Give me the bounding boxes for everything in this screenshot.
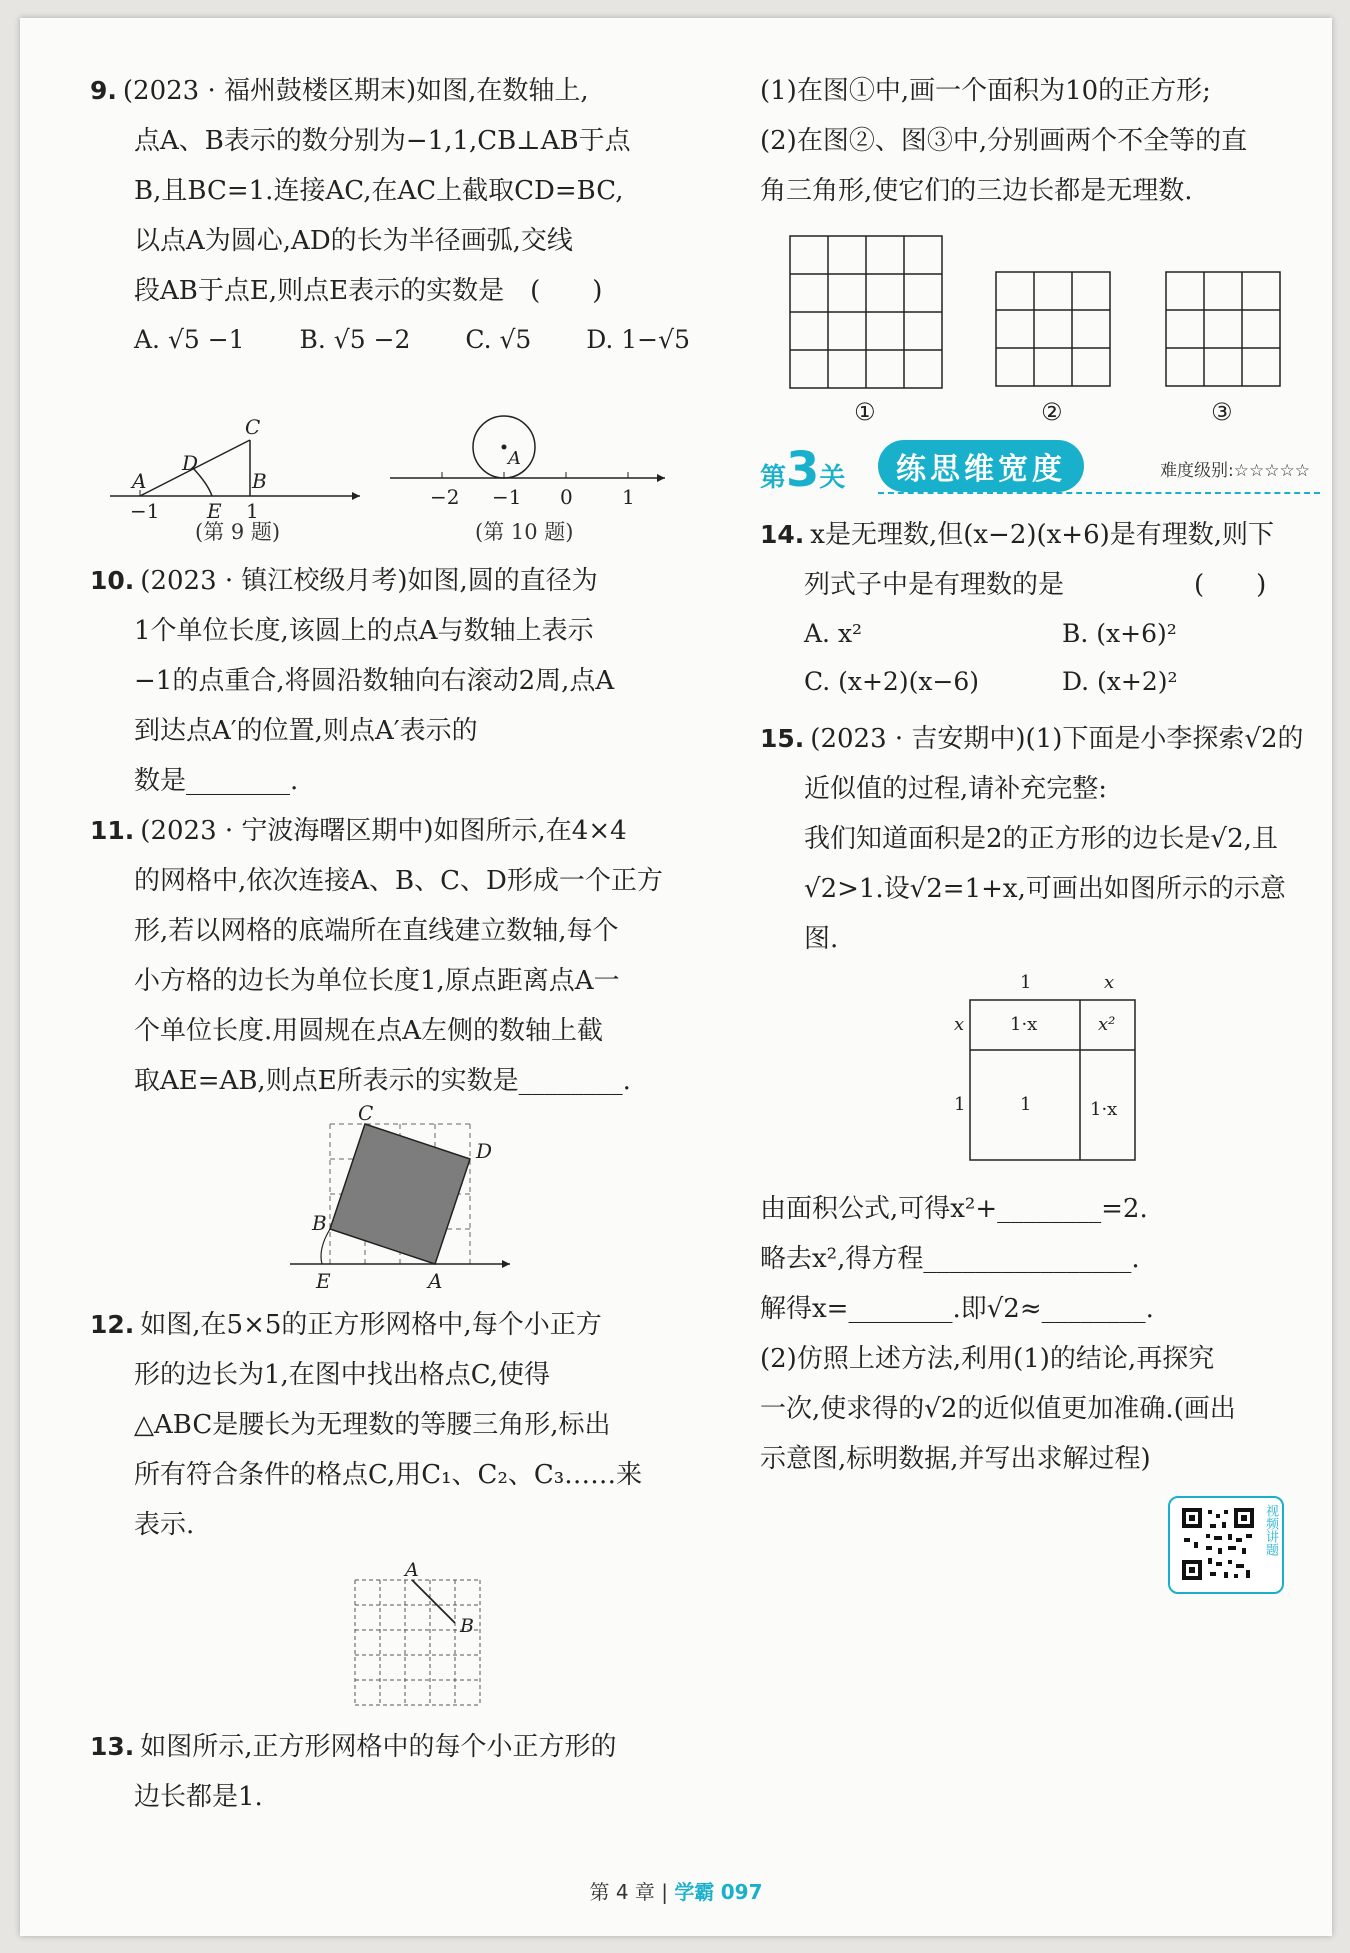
question-text-line: 表示. [134, 1510, 195, 1540]
question-13-continued [760, 66, 1320, 216]
option-b[interactable]: B. (x+6)² [1062, 619, 1177, 648]
option-d[interactable]: D. (x+2)² [1062, 667, 1178, 696]
label-a-point: A [508, 448, 521, 469]
answer-blank-line[interactable]: 取AE=AB,则点E所表示的实数是________. [134, 1066, 631, 1096]
question-text-line: −1的点重合,将圆沿数轴向右滚动2周,点A [134, 666, 615, 696]
cell-1x-top: 1·x [1010, 1014, 1038, 1035]
question-text-line: 边长都是1. [134, 1782, 263, 1812]
question-10 [90, 556, 690, 806]
question-text-line: (2023 · 宁波海曙区期中)如图所示,在4×4 [140, 816, 627, 846]
right-column [760, 66, 1320, 1484]
question-13 [90, 1722, 690, 1822]
question-number: 15. [760, 724, 805, 753]
fill-line-1[interactable]: 由面积公式,可得x²+________=2. [760, 1194, 1148, 1224]
level-banner [760, 436, 1320, 496]
video-qr-code[interactable] [1168, 1496, 1284, 1594]
label-b: B [460, 1615, 474, 1637]
question-9 [90, 66, 690, 364]
grid-3 [1166, 272, 1280, 386]
question-text-line: △ABC是腰长为无理数的等腰三角形,标出 [134, 1410, 611, 1440]
difficulty-rating: 难度级别:☆☆☆☆☆ [1160, 461, 1310, 481]
question-number: 14. [760, 520, 805, 549]
cell-x2: x² [1098, 1014, 1116, 1035]
level-title: 练思维宽度 [878, 440, 1084, 492]
question-text-line: (2023 · 福州鼓楼区期末)如图,在数轴上, [122, 76, 589, 106]
label-e: E [316, 1269, 331, 1293]
sub-question-2-cont: 示意图,标明数据,并写出求解过程) [760, 1444, 1151, 1474]
figures-9-10 [90, 384, 690, 544]
sub-question-1: (1)在图①中,画一个面积为10的正方形; [760, 76, 1211, 106]
footer-brand: 学霸 [674, 1880, 715, 1904]
grid-label-1: ① [854, 398, 876, 426]
workbook-page [20, 18, 1332, 1936]
question-number: 9. [90, 76, 117, 105]
question-15-continued [760, 1184, 1320, 1484]
tick-label-minus1: −1 [130, 499, 160, 523]
question-text-line: (2023 · 吉安期中)(1)下面是小李探索√2的 [810, 724, 1304, 754]
question-text-line: 个单位长度.用圆规在点A左侧的数轴上截 [134, 1016, 604, 1046]
question-text-line: 点A、B表示的数分别为−1,1,CB⊥AB于点 [134, 126, 631, 156]
banner-divider [878, 492, 1320, 494]
option-d[interactable]: D. 1−√5 [586, 325, 690, 354]
dim-top-x: x [1104, 972, 1115, 993]
sub-question-2-cont: 角三角形,使它们的三边长都是无理数. [760, 176, 1193, 206]
question-number: 13. [90, 1732, 135, 1761]
dim-left-x: x [954, 1014, 965, 1035]
tick-label-minus1: −1 [492, 485, 522, 509]
question-text-line: 如图所示,正方形网格中的每个小正方形的 [140, 1732, 617, 1762]
option-b[interactable]: B. √5 −2 [299, 325, 411, 354]
fill-line-3[interactable]: 解得x=________.即√2≈________. [760, 1294, 1154, 1324]
question-text-line: x是无理数,但(x−2)(x+6)是有理数,则下 [810, 520, 1275, 550]
dim-top-1: 1 [1020, 972, 1032, 993]
label-c: C [358, 1101, 374, 1125]
question-11 [90, 806, 690, 1106]
figure-15-area-diagram [760, 970, 1320, 1170]
figure-9-number-line [110, 415, 360, 523]
figure-10-number-line [390, 416, 665, 509]
label-a: A [132, 469, 147, 493]
figure-11-grid-square [90, 1101, 690, 1294]
footer-chapter: 第 4 章 [589, 1880, 655, 1904]
page-footer [20, 1876, 1332, 1905]
level-number: 3 [786, 442, 820, 498]
figure-13-grids [760, 226, 1320, 426]
question-text-line: 所有符合条件的格点C,用C₁、C₂、C₃……来 [134, 1460, 643, 1490]
question-15 [760, 714, 1320, 964]
label-d: D [476, 1139, 493, 1163]
label-c: C [245, 415, 261, 439]
tick-label-minus2: −2 [430, 485, 460, 509]
grid-label-2: ② [1041, 398, 1063, 426]
question-12 [90, 1300, 690, 1550]
question-text-line: 段AB于点E,则点E表示的实数是 ( ) [134, 276, 603, 306]
page-number: 097 [720, 1880, 763, 1904]
left-column [90, 66, 690, 1822]
label-b: B [252, 469, 267, 493]
caption-fig9: (第 9 题) [195, 520, 281, 544]
option-a[interactable]: A. √5 −1 [134, 325, 245, 354]
tick-label-1: 1 [622, 485, 635, 509]
question-number: 10. [90, 566, 135, 595]
figure-12-grid [90, 1560, 690, 1710]
question-number: 11. [90, 816, 135, 845]
question-text-line: (2023 · 镇江校级月考)如图,圆的直径为 [140, 566, 598, 596]
grid-label-3: ③ [1211, 398, 1233, 426]
answer-options [760, 610, 1320, 706]
question-number: 12. [90, 1310, 135, 1339]
label-a: A [428, 1269, 443, 1293]
question-text-line: 我们知道面积是2的正方形的边长是√2,且 [804, 824, 1278, 854]
question-text-line: 小方格的边长为单位长度1,原点距离点A一 [134, 966, 620, 996]
fill-line-2[interactable]: 略去x²,得方程________________. [760, 1244, 1140, 1274]
option-c[interactable]: C. √5 [465, 325, 532, 354]
label-e: E [207, 499, 222, 523]
tick-label-1: 1 [246, 499, 259, 523]
option-c[interactable]: C. (x+2)(x−6) [804, 667, 980, 696]
cell-1: 1 [1020, 1094, 1032, 1115]
cell-1x-right: 1·x [1090, 1099, 1118, 1120]
question-text-line: √2>1.设√2=1+x,可画出如图所示的示意图. [804, 874, 1286, 954]
question-text-line: 形,若以网格的底端所在直线建立数轴,每个 [134, 916, 619, 946]
sub-question-2: (2)在图②、图③中,分别画两个不全等的直 [760, 126, 1248, 156]
grid-2 [996, 272, 1110, 386]
question-text-line: 到达点A′的位置,则点A′表示的 [134, 716, 478, 746]
caption-fig10: (第 10 题) [475, 520, 574, 544]
question-text-line: 如图,在5×5的正方形网格中,每个小正方 [140, 1310, 602, 1340]
qr-label: 视频讲题 [1263, 1504, 1278, 1556]
answer-blank-line[interactable]: 数是________. [134, 766, 299, 796]
label-a: A [405, 1559, 419, 1581]
label-b: B [312, 1211, 327, 1235]
answer-options [90, 316, 690, 364]
sub-question-2-cont: 一次,使求得的√2的近似值更加准确.(画出 [760, 1394, 1236, 1424]
question-14 [760, 510, 1320, 706]
grid-1 [790, 236, 942, 388]
dim-left-1: 1 [954, 1094, 966, 1115]
question-text-line: 的网格中,依次连接A、B、C、D形成一个正方 [134, 866, 663, 896]
question-text-line: B,且BC=1.连接AC,在AC上截取CD=BC, [134, 176, 624, 206]
question-text-line: 1个单位长度,该圆上的点A与数轴上表示 [134, 616, 594, 646]
level-label: 第3关 [760, 442, 846, 498]
question-text-line: 以点A为圆心,AD的长为半径画弧,交线 [134, 226, 573, 256]
question-text-line: 列式子中是有理数的是 ( ) [804, 570, 1267, 600]
question-text-line: 形的边长为1,在图中找出格点C,使得 [134, 1360, 551, 1390]
option-a[interactable]: A. x² [804, 619, 863, 648]
tick-label-0: 0 [560, 485, 573, 509]
sub-question-2: (2)仿照上述方法,利用(1)的结论,再探究 [760, 1344, 1215, 1374]
question-text-line: 近似值的过程,请补充完整: [804, 774, 1108, 804]
label-d: D [182, 451, 199, 475]
footer-divider: | [661, 1880, 669, 1904]
